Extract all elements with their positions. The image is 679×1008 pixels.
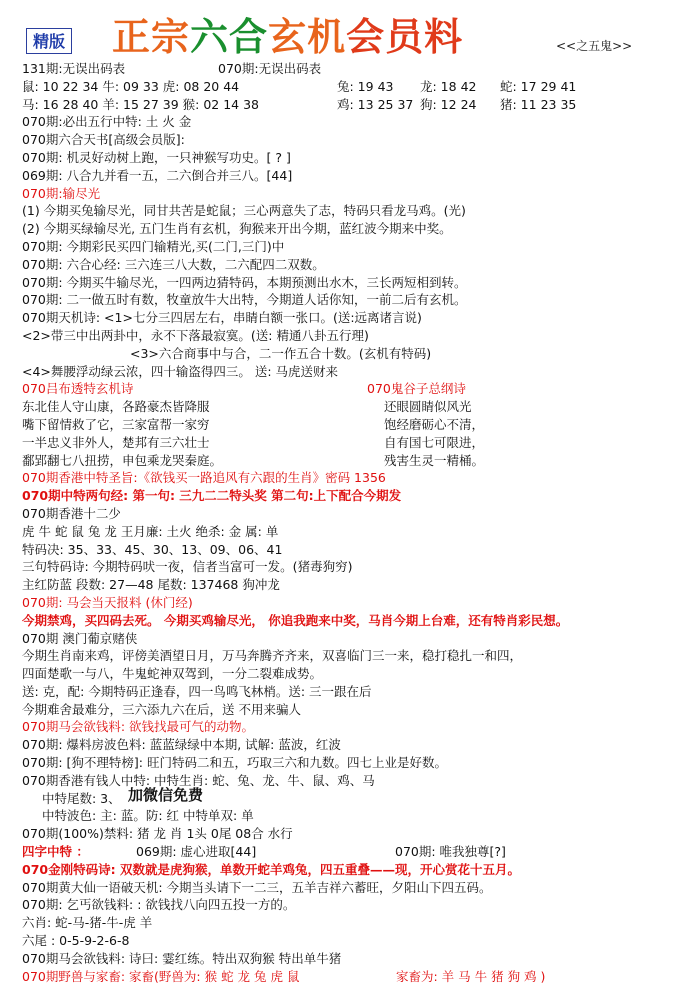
line-segment: 070期:输尽光: [22, 185, 101, 201]
text-line: [22, 932, 672, 950]
text-line: [22, 131, 672, 149]
line-segment: 070期香港中特圣旨:《欲钱买一路追风有六跟的生肖》密码 1356: [22, 470, 386, 486]
line-segment: 自有国七可限进，: [384, 434, 485, 450]
subtitle: <<之五鬼>>: [556, 39, 633, 53]
text-line: [22, 558, 672, 576]
line-segment: (2) 今期买绿输尽光, 五门生肖有玄机，狗猴来开出今期，蓝红波今期来中奖。: [22, 221, 452, 237]
line-segment: 主红防蓝 段数: 27—48 尾数: 137468 狗冲龙: [22, 577, 280, 593]
line-segment: 狗: 12 24: [420, 96, 477, 112]
text-line: [22, 167, 672, 185]
text-line: [22, 612, 672, 630]
line-segment: 四字中特 ：: [22, 844, 89, 860]
line-segment: 四面楚歌一与八，牛鬼蛇神双驾到，一分二裂难成势。: [22, 666, 323, 682]
text-line: [22, 327, 672, 345]
text-line: [22, 701, 672, 719]
text-line: [22, 825, 672, 843]
text-line: [22, 185, 672, 203]
line-segment: 马: 16 28 40 羊: 15 27 39 猴: 02 14 38: [22, 96, 259, 112]
line-segment: 中特波色: 主: 蓝。防: 红 中特单双: 单: [42, 808, 254, 824]
line-segment: <2>带三中出两卦中，永不下落最寂寞。(送: 精通八卦五行理): [22, 327, 369, 343]
text-line: [22, 914, 672, 932]
line-segment: 070吕布透特玄机诗: [22, 381, 134, 397]
text-line: [22, 380, 672, 398]
line-segment: 鄱郢翻七八扭捞，申包乘龙哭秦庭。: [22, 452, 223, 468]
line-segment: 龙: 18 42: [420, 78, 477, 94]
text-line: [22, 398, 672, 416]
line-segment: 中特尾数: 3、: [42, 790, 121, 806]
line-segment: 蛇: 17 29 41: [500, 78, 577, 94]
content-body: [22, 60, 672, 985]
text-line: [22, 754, 672, 772]
text-line: [22, 861, 672, 879]
text-line: [22, 78, 672, 96]
text-line: [22, 772, 672, 790]
line-segment: 070期:必出五行中特: 土 火 金: [22, 114, 192, 130]
line-segment: 070期: 唯我独尊[?]: [395, 844, 506, 860]
line-segment: 070期: 爆料房波色料: 蓝蓝绿绿中本期, 试解: 蓝波，红波: [22, 737, 341, 753]
line-segment: 070期: [狗不理特榜]: 旺门特码二和五，巧取三六和九数。四七上业是好数。: [22, 755, 447, 771]
line-segment: 070金刚特码诗: 双数就是虎狗猴，单数开蛇羊鸡兔，四五重叠——现，开心赏花十五月。: [22, 861, 520, 877]
line-segment: 131期:无误出码表: [22, 61, 126, 76]
text-line: [22, 541, 672, 559]
text-line: [22, 238, 672, 256]
text-line: [22, 309, 672, 327]
text-line: [22, 487, 672, 505]
text-line: [22, 896, 672, 914]
line-segment: 070期天机诗: <1>七分三四居左右，串睛白额一张口。(送:远离诸言说): [22, 310, 422, 326]
line-segment: 三句特码诗: 今期特码吠一夜，信者当富可一发。(猪毒狗穷): [22, 559, 353, 575]
text-line: [22, 113, 672, 131]
text-line: [22, 718, 672, 736]
line-segment: 070期(100%)禁料: 猪 龙 肖 1头 0尾 08合 水行: [22, 826, 293, 842]
line-segment: 今期难舍最难分，三六添九六在后，送 不用来骗人: [22, 701, 301, 717]
line-segment: 一半忠义非外人，楚邦有三六壮士: [22, 434, 210, 450]
line-segment: 070期六合天书[高级会员版]:: [22, 132, 185, 148]
line-segment: 六尾 : 0-5-9-2-6-8: [22, 933, 130, 949]
line-segment: 送: 克，配: 今期特码正逢春，四一鸟鸣飞林梢。送: 三一跟在后: [22, 683, 372, 699]
line-segment: 兔: 19 43: [337, 78, 394, 94]
text-line: [22, 363, 672, 381]
line-segment: 069期: 虚心进取[44]: [136, 844, 257, 860]
text-line: [22, 879, 672, 897]
text-line: [22, 523, 672, 541]
edition-badge: 精版: [26, 28, 72, 54]
text-line: [22, 60, 672, 78]
line-segment: 070期: 今期买牛输尽光，一四两边猜特码，本期预测出水木，三长两短相到转。: [22, 274, 467, 290]
text-line: [22, 452, 672, 470]
line-segment: 069期: 八合九并看一五，二六倒合并三八。[44]: [22, 167, 293, 183]
line-segment: 家畜为: 羊 马 牛 猪 狗 鸡 ): [396, 968, 546, 984]
text-line: [22, 665, 672, 683]
line-segment: 070期中特两句经: 第一句: 三九二二特头奖 第二句:上下配合今期发: [22, 488, 402, 504]
text-line: [22, 434, 672, 452]
line-segment: 070期: 今期彩民买四门输精光,买(二门,三门)中: [22, 238, 285, 254]
line-segment: 070期:无误出码表: [218, 61, 322, 76]
line-segment: 070期: 机灵好动树上跑，一只神猴写功史。[ ? ]: [22, 149, 291, 165]
line-segment: 东北佳人守山康，各路豪杰皆降服: [22, 399, 210, 415]
page-title: [112, 6, 463, 61]
line-segment: <4>舞腰浮动绿云浓，四十输盗得四三。 送: 马虎送财来: [22, 363, 339, 379]
title-char: 宗: [151, 15, 191, 59]
text-line: [22, 96, 672, 114]
line-segment: 特码决: 35、33、45、30、13、09、06、41: [22, 541, 283, 557]
line-segment: 残害生灵一精桶。: [384, 452, 485, 468]
text-line: [22, 683, 672, 701]
title-char: 正: [112, 15, 152, 59]
text-line: [22, 736, 672, 754]
text-line: [22, 220, 672, 238]
line-segment: 饱经磨砺心不清，: [384, 416, 485, 432]
text-line: [22, 469, 672, 487]
line-segment: 六肖: 蛇-马-猪-牛-虎 羊: [22, 915, 153, 931]
text-line: [22, 968, 672, 986]
line-segment: 今期禁鸡，买四码去死。 今期买鸡输尽光， 你追我跑来中奖，马肖今期上台难，还有特肖彩民想。: [22, 612, 569, 628]
title-char: 合: [229, 15, 269, 59]
title-part-1: [112, 15, 346, 59]
text-line: [22, 202, 672, 220]
line-segment: 070鬼谷子总纲诗: [367, 381, 466, 397]
line-segment: 今期生肖南来鸡，评傍美酒望日月，万马奔腾齐齐来，双喜临门三一来，稳打稳扎一和四，: [22, 648, 523, 664]
text-line: [22, 807, 672, 825]
text-line: [22, 505, 672, 523]
line-segment: 070期 澳门葡京赌侠: [22, 630, 138, 646]
text-line: [22, 345, 672, 363]
text-line: [22, 647, 672, 665]
text-line: [22, 790, 672, 808]
line-segment: 070期: 乞丐欲钱料: : 欲钱找八向四五投一方的。: [22, 897, 296, 913]
line-segment: 猪: 11 23 35: [500, 96, 577, 112]
line-segment: 070期野兽与家畜: 家畜(野兽为: 猴 蛇 龙 兔 虎 鼠: [22, 968, 300, 984]
text-line: [22, 843, 672, 861]
title-part-2: 会员料: [346, 15, 464, 59]
text-line: [22, 291, 672, 309]
line-segment: 070期黄大仙一语破天机: 今期当头请下一二三，五羊吉祥六蓄旺，夕阳山下四五码。: [22, 879, 492, 895]
wechat-ad-overlay: 加微信免费: [128, 785, 204, 804]
title-char: 机: [307, 15, 347, 59]
line-segment: 虎 牛 蛇 鼠 兔 龙 王月廉: 土火 绝杀: 金 属: 单: [22, 523, 279, 539]
line-segment: 嘴下留情救了它，三家富帮一家穷: [22, 416, 210, 432]
line-segment: (1) 今期买兔输尽光，同甘共苦是蛇鼠；三心两意失了志，特码只看龙马鸡。(光): [22, 203, 466, 219]
line-segment: 070期马会欲钱料: 欲钱找最可气的动物。: [22, 719, 255, 735]
line-segment: 070期香港有钱人中特: 中特生肖: 蛇、兔、龙、牛、鼠、鸡、马: [22, 772, 375, 788]
line-segment: 070期香港十二少: [22, 505, 121, 521]
title-char: 六: [190, 15, 230, 59]
text-line: [22, 576, 672, 594]
line-segment: 070期: 六合心经: 三六连三八大数，二六配四二双数。: [22, 256, 325, 272]
text-line: [22, 256, 672, 274]
line-segment: 鸡: 13 25 37: [337, 96, 414, 112]
line-segment: 还眼圆睛似风光: [384, 399, 472, 415]
text-line: [22, 950, 672, 968]
line-segment: <3>六合商事中与合，二一作五合十数。(玄机有特码): [130, 345, 432, 361]
text-line: [22, 274, 672, 292]
title-char: 玄: [268, 15, 308, 59]
text-line: [22, 594, 672, 612]
line-segment: 070期: 马会当天报料 (休门经): [22, 594, 193, 610]
text-line: [22, 630, 672, 648]
text-line: [22, 149, 672, 167]
line-segment: 鼠: 10 22 34 牛: 09 33 虎: 08 20 44: [22, 78, 240, 94]
line-segment: 070期马会欲钱料: 诗曰: 霎红练。特出双狗猴 特出单牛猪: [22, 950, 342, 966]
line-segment: 070期: 二一做五时有数，牧童放牛大出特，今期道人话你知，一前二后有玄机。: [22, 292, 467, 308]
text-line: [22, 416, 672, 434]
